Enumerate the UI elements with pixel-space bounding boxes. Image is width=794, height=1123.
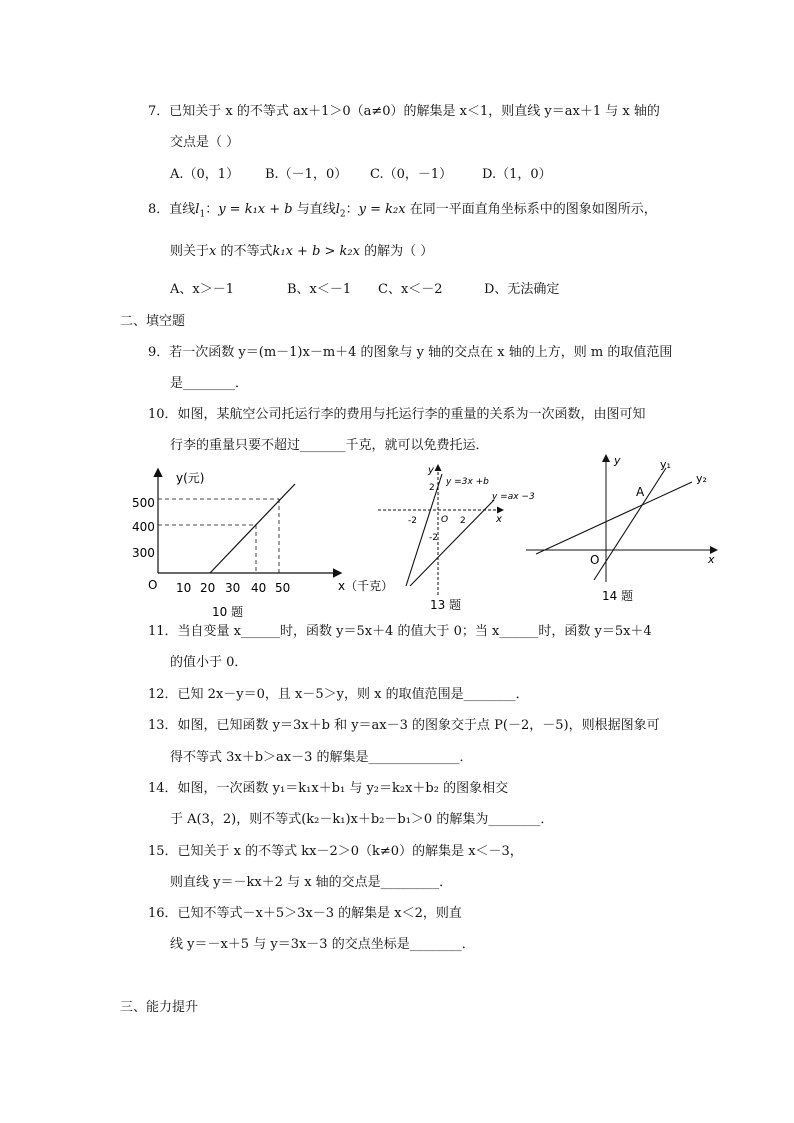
- fig13-tick-y2: 2: [429, 483, 435, 493]
- fig10-ytick-400: 400: [132, 520, 155, 534]
- q9-line2: 是________．: [170, 376, 249, 391]
- q8-option-c: C、x＜－2: [378, 282, 443, 297]
- q15-line1: 15．已知关于 x 的不等式 kx－2＞0（k≠0）的解集是 x＜－3，: [148, 844, 523, 859]
- fig14-y-label: y: [614, 454, 621, 467]
- q8-prefix: 8．直线: [148, 202, 196, 217]
- fig14-line-y1: [594, 468, 666, 580]
- q12-line1: 12．已知 2x－y＝0，且 x－5＞y，则 x 的取值范围是________．: [148, 687, 529, 702]
- q8-line2-mid: 的不等式: [216, 244, 273, 259]
- figure-13: [374, 460, 535, 616]
- q13-line2: 得不等式 3x＋b＞ax－3 的解集是______________．: [170, 750, 473, 765]
- fig13-x-label: x: [496, 514, 502, 525]
- fig10-caption: 10 题: [212, 605, 244, 619]
- q8-option-b: B、x＜－1: [287, 282, 352, 297]
- figure-14: [520, 450, 724, 610]
- fig13-caption: 13 题: [430, 598, 462, 612]
- q7-option-b: B.（－1，0）: [265, 167, 348, 182]
- fig10-ytick-500: 500: [132, 496, 155, 510]
- q8-l2-sub: 2: [339, 209, 346, 220]
- fig13-line2-label: y =ax −3: [492, 492, 535, 502]
- fig10-xtick-50: 50: [275, 581, 291, 595]
- fig13-line-ax-3: [410, 500, 494, 586]
- q7-option-c: C.（0，－1）: [370, 167, 453, 182]
- q8-l1-sub: 1: [199, 209, 206, 220]
- q16-line2: 线 y＝－x＋5 与 y＝3x－3 的交点坐标是________．: [170, 937, 475, 952]
- fig10-ytick-300: 300: [132, 546, 155, 560]
- q14-line1: 14．如图，一次函数 y₁＝k₁x＋b₁ 与 y₂＝k₂x＋b₂ 的图象相交: [148, 781, 509, 796]
- fig10-xtick-30: 30: [225, 581, 241, 595]
- fig13-tick-xm2: -2: [408, 516, 417, 526]
- fig14-label-y1: y₁: [660, 458, 671, 471]
- fig10-xtick-20: 20: [200, 581, 216, 595]
- q11-line2: 的值小于 0．: [170, 655, 248, 670]
- fig14-caption: 14 题: [602, 589, 634, 603]
- q7-option-a: A.（0，1）: [170, 167, 240, 182]
- q8-line2-prefix: 则关于: [170, 244, 210, 259]
- fig10-x-label: x（千克）: [338, 579, 394, 593]
- fig13-line-3x-b: [406, 474, 442, 586]
- fig10-y-label: y(元): [176, 471, 205, 485]
- section-ability: 三、能力提升: [120, 1000, 199, 1015]
- q8-line2: [170, 243, 433, 261]
- q11-line1: 11．当自变量 x______时，函数 y＝5x＋4 的值大于 0；当 x______时，函数 y＝5x＋4: [148, 624, 652, 639]
- q7-line2: 交点是（ ）: [170, 135, 240, 150]
- fig13-tick-x2: 2: [460, 516, 466, 526]
- fig10-xtick-10: 10: [176, 581, 192, 595]
- q16-line1: 16．已知不等式－x＋5＞3x－3 的解集是 x＜2，则直: [148, 906, 462, 921]
- section-fill-in: 二、填空题: [120, 314, 186, 329]
- q8-mid: 与直线: [292, 202, 336, 217]
- q8-tail: 在同一平面直角坐标系中的图象如图所示，: [405, 202, 657, 217]
- q8-l1: l: [195, 202, 200, 217]
- q8-option-d: D、无法确定: [484, 282, 560, 297]
- q7-option-d: D.（1，0）: [482, 167, 552, 182]
- q8-colon2: ：: [345, 202, 359, 217]
- q8-colon1: ：: [205, 202, 219, 217]
- q8-l2: l: [335, 202, 340, 217]
- fig14-x-label: x: [708, 553, 715, 566]
- fig10-xtick-40: 40: [251, 581, 267, 595]
- q13-line1: 13．如图，已知函数 y＝3x＋b 和 y＝ax－3 的图象交于点 P(－2，－5)，则根据图象可: [148, 718, 660, 733]
- q14-line2: 于 A(3，2)，则不等式(k₂－k₁)x＋b₂－b₁＞0 的解集为________．: [170, 812, 554, 827]
- fig14-origin: O: [590, 553, 600, 567]
- q8-eq1: y = k₁x + b: [218, 202, 293, 217]
- fig13-line1-label: y =3x +b: [446, 477, 489, 487]
- fig13-origin: O: [441, 515, 449, 525]
- fig14-point-a: A: [636, 485, 645, 499]
- q8-line1: [148, 201, 657, 224]
- fig13-tick-ym2: -2: [429, 533, 438, 543]
- q8-line2-tail: 的解为（ ）: [359, 244, 434, 259]
- q9-line1: 9．若一次函数 y＝(m－1)x－m＋4 的图象与 y 轴的交点在 x 轴的上方，则 m 的取值范围: [148, 345, 673, 360]
- q7-line1: 7．已知关于 x 的不等式 ax＋1＞0（a≠0）的解集是 x＜1，则直线 y＝ax＋1 与 x 轴的: [148, 104, 660, 119]
- q8-ineq: k₁x + b > k₂x: [272, 244, 360, 259]
- fig13-y-label: y: [428, 465, 434, 476]
- fig14-label-y2: y₂: [696, 472, 707, 485]
- fig10-cost-line: [210, 484, 295, 573]
- q8-option-a: A、x＞－1: [170, 282, 234, 297]
- fig14-line-y2: [536, 482, 692, 554]
- q8-eq2: y = k₂x: [358, 202, 406, 217]
- q8-var: x: [209, 244, 217, 259]
- q10-line2: 行李的重量只要不超过_______千克，就可以免费托运．: [170, 438, 489, 453]
- q15-line2: 则直线 y＝－kx＋2 与 x 轴的交点是_________．: [170, 875, 453, 890]
- figure-10: [128, 462, 394, 622]
- fig10-origin: O: [148, 578, 158, 592]
- q10-line1: 10．如图，某航空公司托运行李的费用与托运行李的重量的关系为一次函数，由图可知: [148, 407, 646, 422]
